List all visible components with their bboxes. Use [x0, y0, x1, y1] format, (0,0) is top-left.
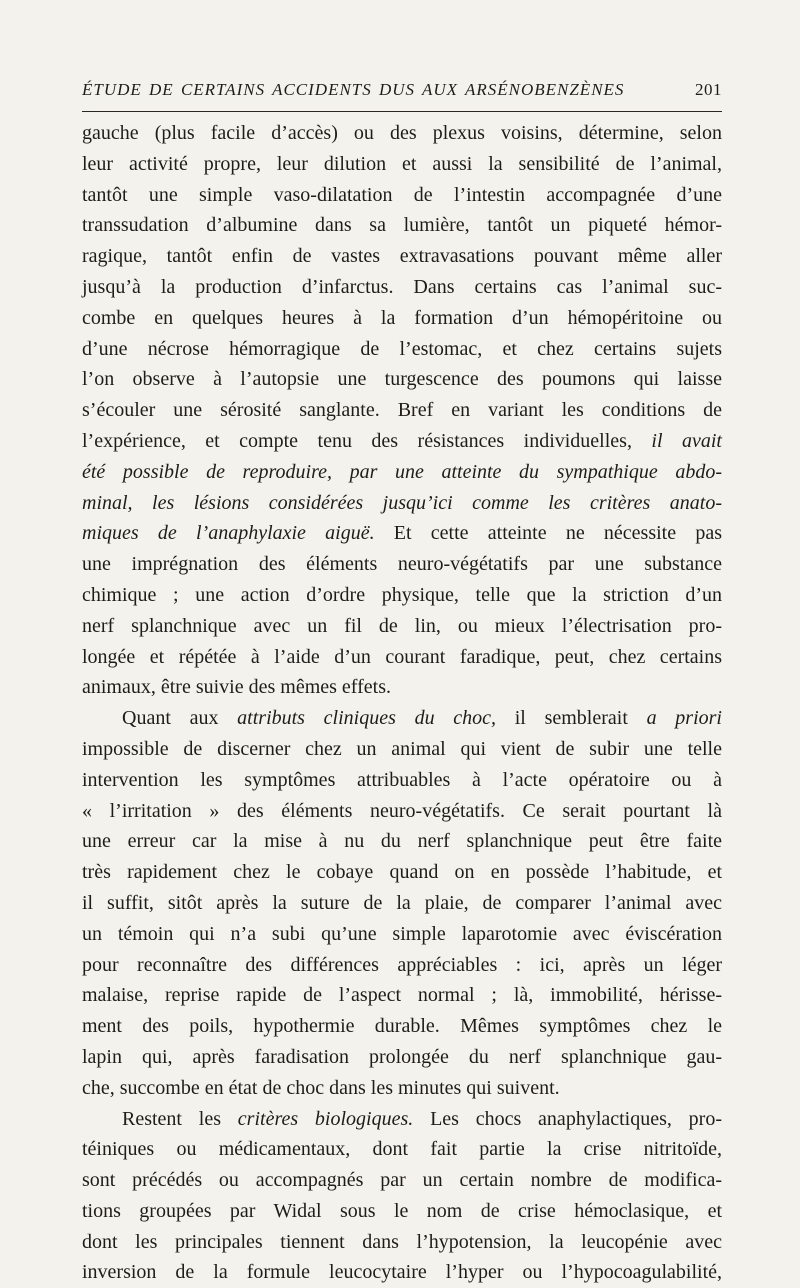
text-line: chimique ; une action d’ordre physique, telle que la striction d’un — [82, 583, 722, 606]
text-line: très rapidement chez le cobaye quand on en possède l’habitude, et — [82, 861, 722, 884]
text-line: été possible de reproduire, par une atteinte du sympathique abdo- — [82, 460, 722, 483]
page-number: 201 — [695, 80, 722, 99]
text-line: intervention les symptômes attribuables à l’acte opératoire ou à — [82, 768, 722, 791]
text-line: lapin qui, après faradisation prolongée du nerf splanchnique gau- — [82, 1045, 722, 1068]
text-line: nerf splanchnique avec un fil de lin, ou mieux l’électrisation pro- — [82, 614, 722, 637]
text-line: miques de l’anaphylaxie aiguë. Et cette atteinte ne nécessite pas — [82, 522, 722, 545]
text-line: l’on observe à l’autopsie une turgescence des poumons qui laisse — [82, 368, 722, 391]
text-line: tantôt une simple vaso-dilatation de l’intestin accompagnée d’une — [82, 183, 722, 206]
text-line: tions groupées par Widal sous le nom de crise hémoclasique, et — [82, 1199, 722, 1222]
text-line: ragique, tantôt enfin de vastes extravasations pouvant même aller — [82, 245, 722, 268]
text-line: d’une nécrose hémorragique de l’estomac, et chez certains sujets — [82, 337, 722, 360]
text-line: l’expérience, et compte tenu des résistances individuelles, il avait — [82, 429, 722, 452]
text-line: une imprégnation des éléments neuro-végétatifs par une substance — [82, 553, 722, 576]
text-line: s’écouler une sérosité sanglante. Bref en variant les conditions de — [82, 399, 722, 422]
text-line: dont les principales tiennent dans l’hypotension, la leucopénie avec — [82, 1230, 722, 1253]
text-line: il suffit, sitôt après la suture de la plaie, de comparer l’animal avec — [82, 891, 722, 914]
text-line: gauche (plus facile d’accès) ou des plexus voisins, détermine, selon — [82, 122, 722, 144]
text-line: jusqu’à la production d’infarctus. Dans certains cas l’animal suc- — [82, 275, 722, 298]
text-line: Quant aux attributs cliniques du choc, il semblerait a priori — [122, 707, 722, 730]
running-head — [82, 78, 722, 102]
body-text — [82, 118, 722, 1288]
text-line: malaise, reprise rapide de l’aspect normal ; là, immobilité, hérisse- — [82, 984, 722, 1007]
text-line: transsudation d’albumine dans sa lumière, tantôt un piqueté hémor- — [82, 214, 722, 237]
text-line: leur activité propre, leur dilution et aussi la sensibilité de l’animal, — [82, 152, 722, 175]
text-line: impossible de discerner chez un animal qui vient de subir une telle — [82, 737, 722, 760]
text-line: pour reconnaître des différences appréciables : ici, après un léger — [82, 953, 722, 976]
text-line: longée et répétée à l’aide d’un courant faradique, peut, chez certains — [82, 645, 722, 668]
text-line: un témoin qui n’a subi qu’une simple laparotomie avec éviscération — [82, 922, 722, 945]
text-line: che, succombe en état de choc dans les minutes qui suivent. — [82, 1076, 560, 1099]
running-title: ÉTUDE DE CERTAINS ACCIDENTS DUS AUX ARSÉNOBENZÈNES — [82, 80, 625, 99]
text-line: sont précédés ou accompagnés par un certain nombre de modifica- — [82, 1169, 722, 1192]
text-line: animaux, être suivie des mêmes effets. — [82, 676, 391, 699]
header-rule — [82, 111, 722, 112]
text-line: Restent les critères biologiques. Les chocs anaphylactiques, pro- — [122, 1107, 723, 1130]
text-line: combe en quelques heures à la formation d’un hémopéritoine ou — [82, 306, 722, 329]
text-line: téiniques ou médicamentaux, dont fait partie la crise nitritoïde, — [82, 1138, 722, 1161]
text-line: minal, les lésions considérées jusqu’ici comme les critères anato- — [82, 491, 722, 514]
text-line: « l’irritation » des éléments neuro-végétatifs. Ce serait pourtant là — [82, 799, 722, 822]
text-line: inversion de la formule leucocytaire l’hyper ou l’hypocoagulabilité, — [82, 1261, 722, 1284]
text-line: ment des poils, hypothermie durable. Mêmes symptômes chez le — [82, 1015, 722, 1038]
text-line: une erreur car la mise à nu du nerf splanchnique peut être faite — [82, 830, 722, 853]
